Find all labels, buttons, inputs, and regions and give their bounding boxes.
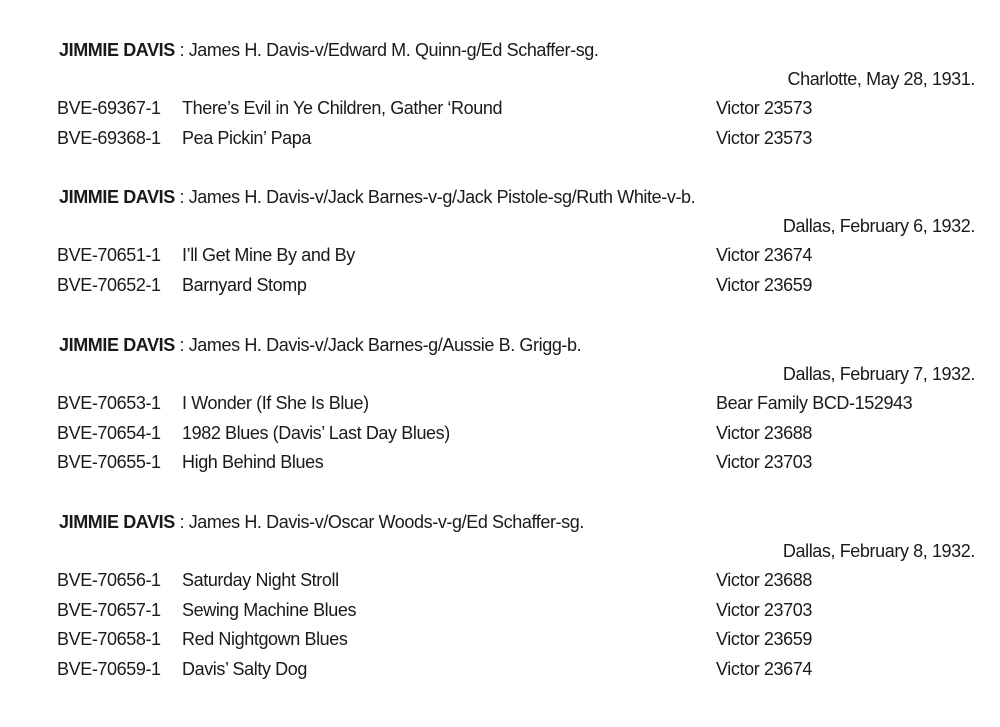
track-row [0, 422, 1000, 451]
personnel: James H. Davis-v/Jack Barnes-v-g/Jack Pistole-sg/Ruth White-v-b. [188, 187, 696, 207]
issue-number: Victor 23674 [716, 245, 812, 265]
track-title: Pea Pickin’ Papa [182, 128, 312, 148]
header-separator: : [174, 335, 189, 355]
matrix-number: BVE-70651-1 [57, 245, 161, 265]
session-header [59, 39, 599, 61]
issue-number: Victor 23703 [716, 600, 812, 620]
session-place-date: Charlotte, May 28, 1931. [787, 69, 975, 89]
track-title: 1982 Blues (Davis’ Last Day Blues) [182, 423, 450, 443]
track-row [0, 244, 1000, 273]
artist-name: JIMMIE DAVIS [59, 187, 175, 207]
track-title: Barnyard Stomp [182, 275, 307, 295]
track-title: Sewing Machine Blues [182, 600, 357, 620]
issue-number: Bear Family BCD-152943 [716, 393, 913, 413]
track-row [0, 392, 1000, 421]
personnel: James H. Davis-v/Jack Barnes-g/Aussie B. Grigg-b. [188, 335, 582, 355]
session-header [59, 334, 581, 356]
track-row [0, 658, 1000, 687]
track-row [0, 451, 1000, 480]
track-row [0, 569, 1000, 598]
session-place-date: Dallas, February 8, 1932. [782, 541, 975, 561]
matrix-number: BVE-70658-1 [57, 629, 161, 649]
track-title: Red Nightgown Blues [182, 629, 348, 649]
issue-number: Victor 23659 [716, 275, 812, 295]
issue-number: Victor 23674 [716, 659, 812, 679]
issue-number: Victor 23688 [716, 423, 812, 443]
track-row [0, 599, 1000, 628]
matrix-number: BVE-69367-1 [57, 98, 161, 118]
track-title: High Behind Blues [182, 452, 324, 472]
matrix-number: BVE-70652-1 [57, 275, 161, 295]
personnel: James H. Davis-v/Oscar Woods-v-g/Ed Schaffer-sg. [188, 512, 584, 532]
session-header [59, 511, 584, 533]
header-separator: : [174, 512, 189, 532]
header-separator: : [174, 187, 189, 207]
track-row [0, 97, 1000, 126]
artist-name: JIMMIE DAVIS [59, 335, 175, 355]
track-title: Saturday Night Stroll [182, 570, 339, 590]
issue-number: Victor 23703 [716, 452, 812, 472]
matrix-number: BVE-69368-1 [57, 128, 161, 148]
matrix-number: BVE-70659-1 [57, 659, 161, 679]
track-row [0, 274, 1000, 303]
session-header [59, 186, 695, 208]
matrix-number: BVE-70656-1 [57, 570, 161, 590]
track-title: There’s Evil in Ye Children, Gather ‘Round [182, 98, 503, 118]
matrix-number: BVE-70654-1 [57, 423, 161, 443]
matrix-number: BVE-70657-1 [57, 600, 161, 620]
personnel: James H. Davis-v/Edward M. Quinn-g/Ed Schaffer-sg. [188, 40, 599, 60]
matrix-number: BVE-70653-1 [57, 393, 161, 413]
artist-name: JIMMIE DAVIS [59, 40, 175, 60]
issue-number: Victor 23688 [716, 570, 812, 590]
issue-number: Victor 23573 [716, 128, 812, 148]
track-row [0, 127, 1000, 156]
track-title: I Wonder (If She Is Blue) [182, 393, 369, 413]
track-title: I’ll Get Mine By and By [182, 245, 355, 265]
session-place-date: Dallas, February 6, 1932. [782, 216, 975, 236]
track-row [0, 628, 1000, 657]
matrix-number: BVE-70655-1 [57, 452, 161, 472]
track-title: Davis’ Salty Dog [182, 659, 307, 679]
header-separator: : [174, 40, 189, 60]
issue-number: Victor 23573 [716, 98, 812, 118]
issue-number: Victor 23659 [716, 629, 812, 649]
session-place-date: Dallas, February 7, 1932. [782, 364, 975, 384]
artist-name: JIMMIE DAVIS [59, 512, 175, 532]
